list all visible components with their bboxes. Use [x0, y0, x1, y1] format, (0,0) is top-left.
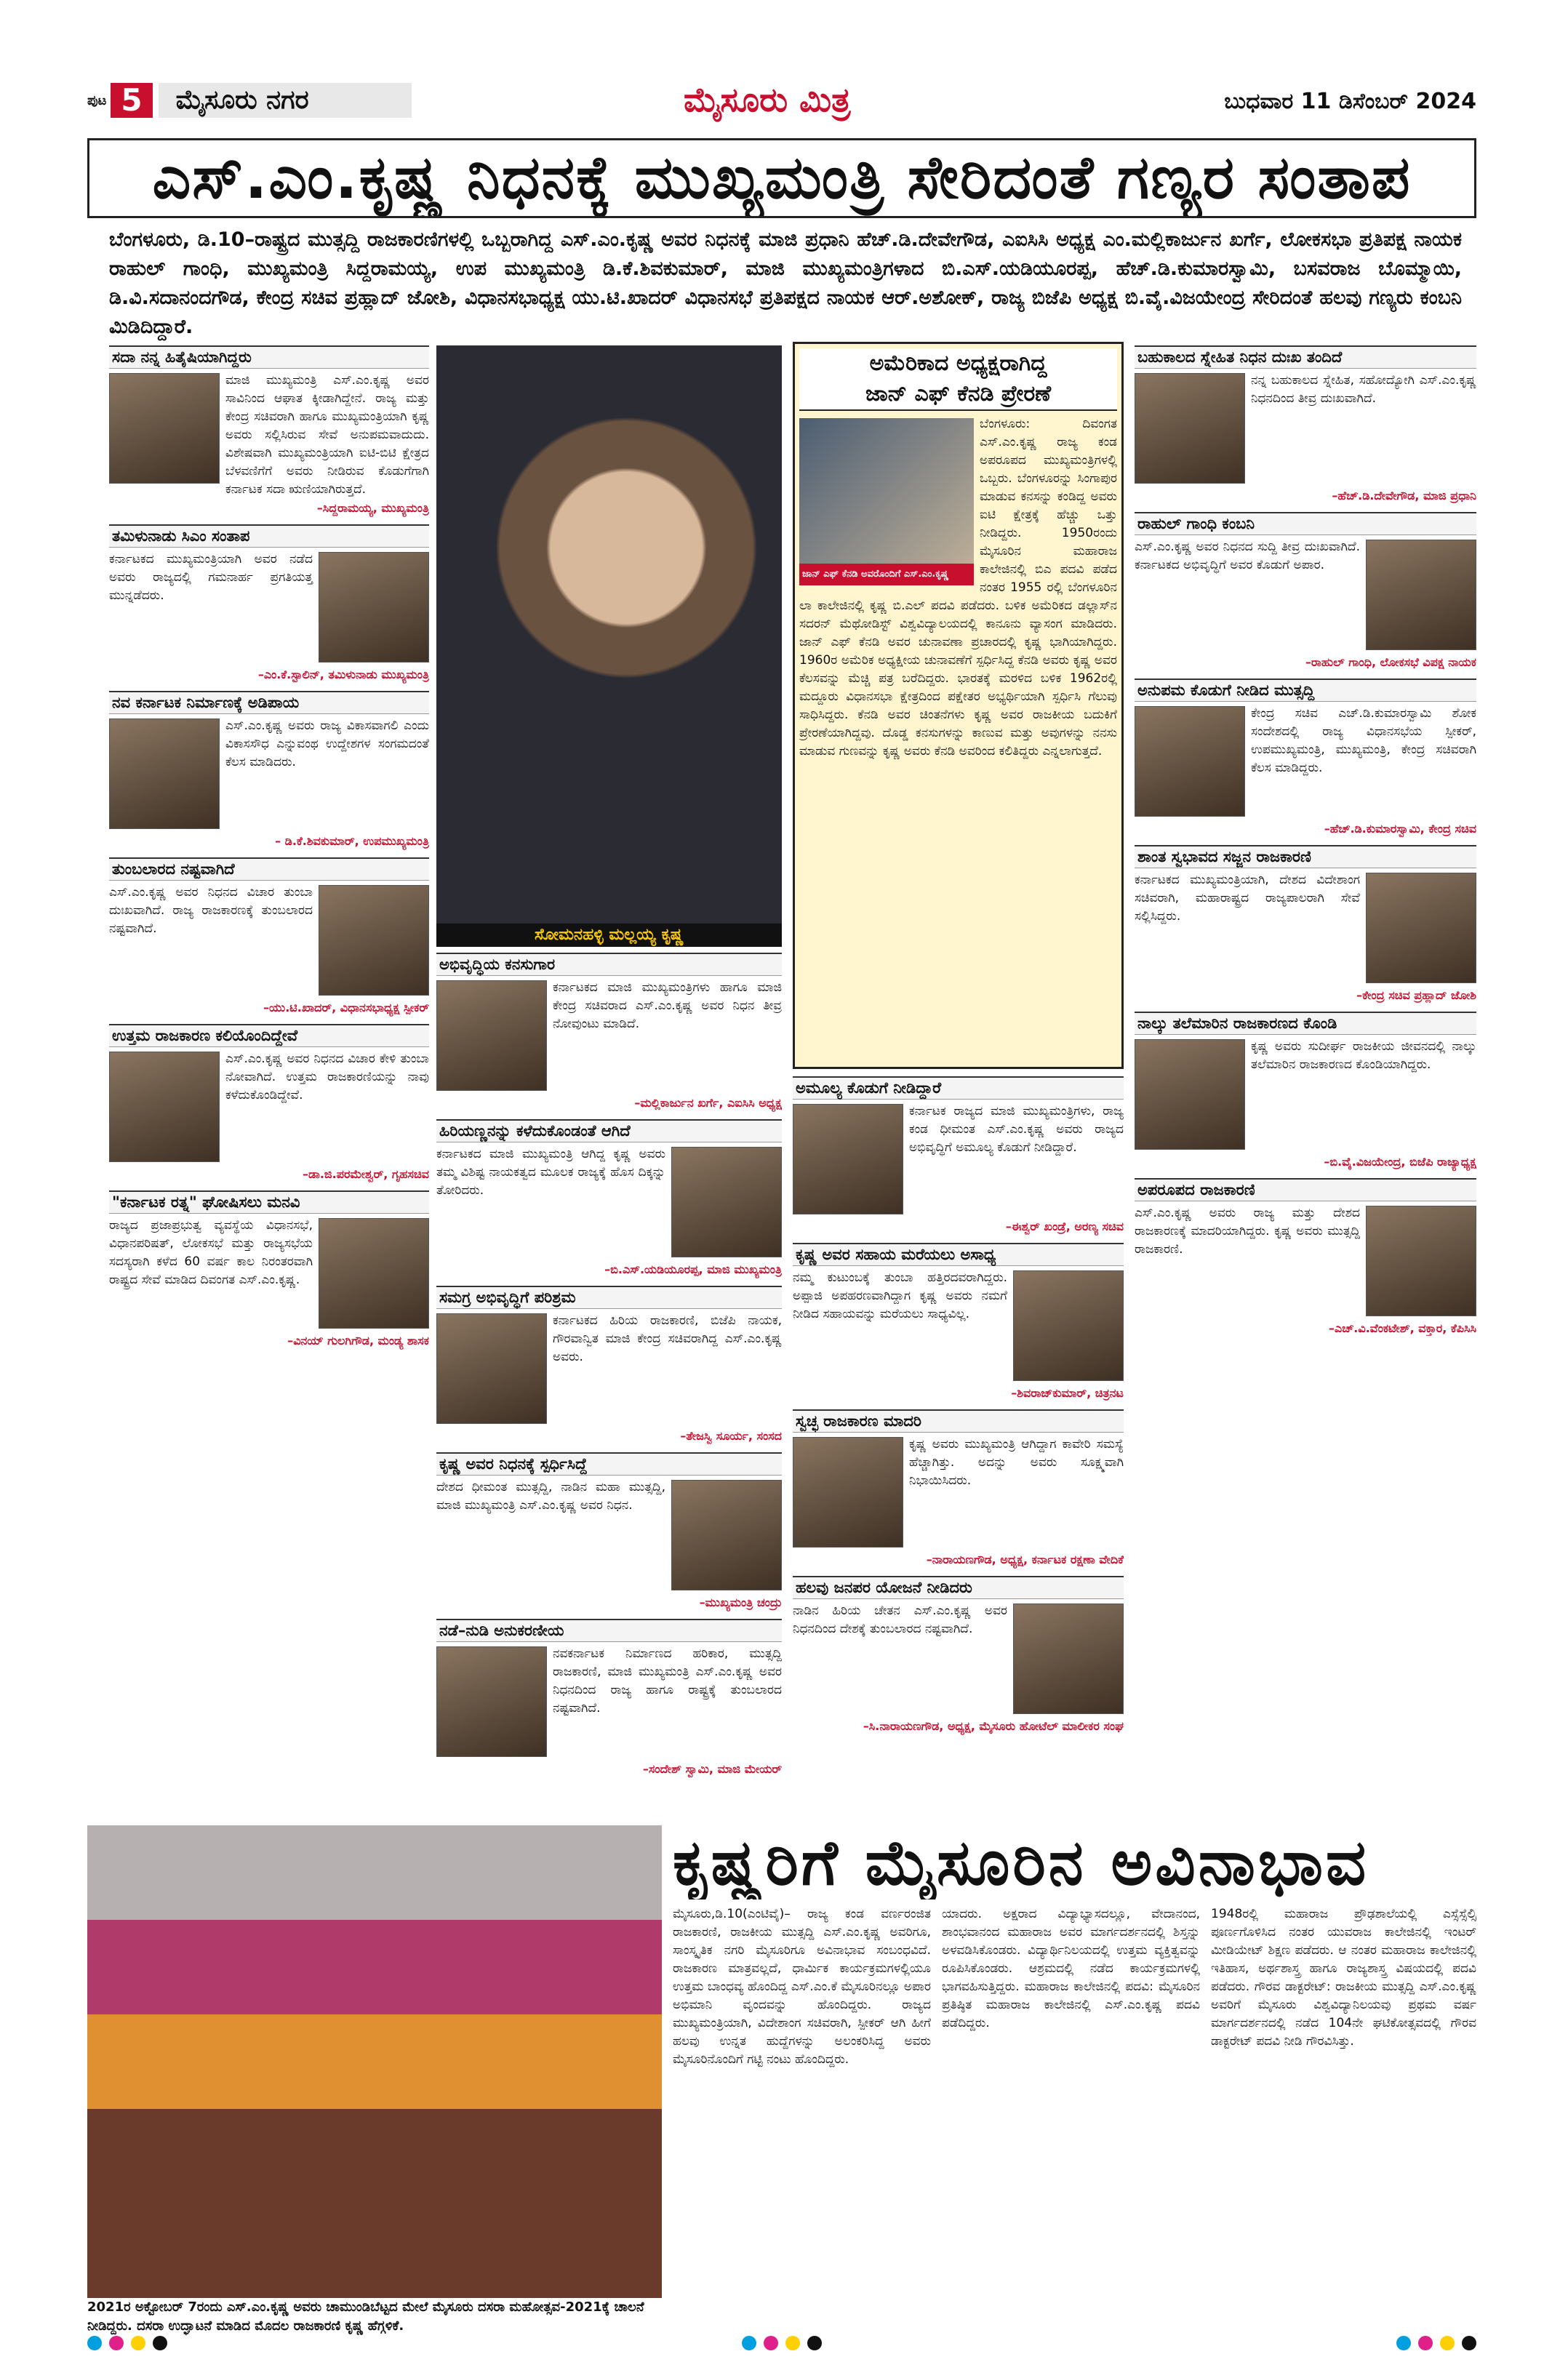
tribute-signature: –ಹೆಚ್.ಡಿ.ಕುಮಾರಸ್ವಾಮಿ, ಕೇಂದ್ರ ಸಚಿವ	[1324, 822, 1476, 836]
tribute-body: ಕರ್ನಾಟಕದ ಮುಖ್ಯಮಂತ್ರಿಯಾಗಿ ಅವರ ನಡೆದ ಅವರು ರಾಜ್ಯದಲ್ಲಿ ಗಮನಾರ್ಹ ಪ್ರಗತಿಯತ್ತ ಮುನ್ನಡೆದರು.	[109, 552, 313, 603]
dasara-photo-caption: 2021ರ ಅಕ್ಟೋಬರ್ 7ರಂದು ಎಸ್.ಎಂ.ಕೃಷ್ಣ ಅವರು ಚಾಮುಂಡಿಬೆಟ್ಟದ ಮೇಲೆ ಮೈಸೂರು ದಸರಾ ಮಹೋತ್ಸವ-2021ಕ್ಕೆ ಚಾಲನೆ ನೀಡಿದ್ದರು. ದಸರಾ ಉದ್ಘಾಟನೆ ಮಾಡಿದ ಮೊದಲ ರಾಜಕಾರಣಿ ಕೃಷ್ಣ ಹೆಗ್ಗಳಿಕೆ.	[87, 2299, 644, 2334]
section-name: ಮೈಸೂರು ನಗರ	[159, 83, 412, 118]
tribute-headline: ನವ ಕರ್ನಾಟಕ ನಿರ್ಮಾಣಕ್ಕೆ ಅಡಿಪಾಯ	[109, 692, 429, 714]
color-registration-right	[1396, 2336, 1484, 2353]
tribute-body: ನವಕರ್ನಾಟಕ ನಿರ್ಮಾಣದ ಹರಿಕಾರ, ಮುತ್ಸದ್ದಿ ರಾಜಕಾರಣಿ, ಮಾಜಿ ಮುಖ್ಯಮಂತ್ರಿ ಎಸ್.ಎಂ.ಕೃಷ್ಣ ಅವರ ನಿಧನದಿಂದ ರಾಜ್ಯ ಹಾಗೂ ರಾಷ್ಟ್ರಕ್ಕೆ ತುಂಬಲಾರದ ನಷ್ಟವಾಗಿದೆ.	[553, 1646, 782, 1716]
tribute-author-photo	[793, 1437, 903, 1548]
tribute-signature: –ಬಿ.ವೈ.ವಿಜಯೇಂದ್ರ, ಬಿಜೆಪಿ ರಾಜ್ಯಾಧ್ಯಕ್ಷ	[1324, 1155, 1476, 1169]
tribute-body: ಕೇಂದ್ರ ಸಚಿವ ಎಚ್.ಡಿ.ಕುಮಾರಸ್ವಾಮಿ ಶೋಕ ಸಂದೇಶದಲ್ಲಿ ರಾಜ್ಯ ವಿಧಾನಸಭೆಯ ಸ್ಪೀಕರ್, ಉಪಮುಖ್ಯಮಂತ್ರಿ, ಮುಖ್ಯಮಂತ್ರಿ, ಕೇಂದ್ರ ಸಚಿವರಾಗಿ ಕೆಲಸ ಮಾಡಿದ್ದರು.	[1251, 706, 1476, 775]
tribute-author-photo	[1013, 1604, 1124, 1714]
tribute-item	[436, 1619, 782, 1778]
tribute-signature: –ಸಿದ್ದರಾಮಯ್ಯ, ಮುಖ್ಯಮಂತ್ರಿ	[316, 501, 429, 515]
tribute-signature: –ವಿನಯ್ ಗುಲಗಿಗೌಡ, ಮಂಡ್ಯ ಶಾಸಕ	[287, 1334, 429, 1348]
tribute-headline: ಬಹುಕಾಲದ ಸ್ನೇಹಿತ ನಿಧನ ದುಃಖ ತಂದಿದೆ	[1135, 347, 1476, 369]
tribute-item	[109, 1024, 429, 1183]
tribute-body: ಎಸ್.ಎಂ.ಕೃಷ್ಣ ಅವರು ರಾಜ್ಯ ಮತ್ತು ದೇಶದ ರಾಜಕಾರಣಕ್ಕೆ ಮಾದರಿಯಾಗಿದ್ದರು. ಕೃಷ್ಣ ಅವರು ಮುತ್ಸದ್ದಿ ರಾಜಕಾರಣಿ.	[1135, 1206, 1360, 1257]
tribute-column-1	[109, 345, 429, 1807]
lead-intro: ಬೆಂಗಳೂರು, ಡಿ.10–ರಾಷ್ಟ್ರದ ಮುತ್ಸದ್ದಿ ರಾಜಕಾರಣಿಗಳಲ್ಲಿ ಒಬ್ಬರಾಗಿದ್ದ ಎಸ್.ಎಂ.ಕೃಷ್ಣ ಅವರ ನಿಧನಕ್ಕೆ ಮಾಜಿ ಪ್ರಧಾನಿ ಹೆಚ್.ಡಿ.ದೇವೇಗೌಡ, ಎಐಸಿಸಿ ಅಧ್ಯಕ್ಷ ಎಂ.ಮಲ್ಲಿಕಾರ್ಜುನ ಖರ್ಗೆ, ಲೋಕಸಭಾ ಪ್ರತಿಪಕ್ಷ ನಾಯಕ ರಾಹುಲ್ ಗಾಂಧಿ, ಮುಖ್ಯಮಂತ್ರಿ ಸಿದ್ದರಾಮಯ್ಯ, ಉಪ ಮುಖ್ಯಮಂತ್ರಿ ಡಿ.ಕೆ.ಶಿವಕುಮಾರ್, ಮಾಜಿ ಮುಖ್ಯಮಂತ್ರಿಗಳಾದ ಬಿ.ಎಸ್.ಯಡಿಯೂರಪ್ಪ, ಹೆಚ್.ಡಿ.ಕುಮಾರಸ್ವಾಮಿ, ಬಸವರಾಜ ಬೊಮ್ಮಾಯಿ, ಡಿ.ವಿ.ಸದಾನಂದಗೌಡ, ಕೇಂದ್ರ ಸಚಿವ ಪ್ರಹ್ಲಾದ್ ಜೋಶಿ, ವಿಧಾನಸಭಾಧ್ಯಕ್ಷ ಯು.ಟಿ.ಖಾದರ್ ವಿಧಾನಸಭೆ ಪ್ರತಿಪಕ್ಷದ ನಾಯಕ ಆರ್.ಅಶೋಕ್, ರಾಜ್ಯ ಬಿಜೆಪಿ ಅಧ್ಯಕ್ಷ ಬಿ.ವೈ.ವಿಜಯೇಂದ್ರ ಸೇರಿದಂತೆ ಹಲವು ಗಣ್ಯರು ಕಂಬನಿ ಮಿಡಿದಿದ್ದಾರೆ.	[109, 228, 1462, 338]
newspaper-logo: ಮೈಸೂರು ಮಿತ್ರ	[684, 80, 851, 119]
tribute-signature: –ಯು.ಟಿ.ಖಾದರ್, ವಿಧಾನಸಭಾಧ್ಯಕ್ಷ ಸ್ಪೀಕರ್	[263, 1001, 429, 1014]
tribute-author-photo	[319, 552, 429, 662]
tribute-item	[793, 1076, 1124, 1236]
tribute-signature: –ನಾರಾಯಣಗೌಡ, ಅಧ್ಯಕ್ಷ, ಕರ್ನಾಟಕ ರಕ್ಷಣಾ ವೇದಿಕೆ	[926, 1553, 1124, 1566]
tribute-item	[109, 524, 429, 684]
jfk-body: ಬೆಂಗಳೂರು: ದಿವಂಗತ ಎಸ್.ಎಂ.ಕೃಷ್ಣ ರಾಜ್ಯ ಕಂಡ ಅಪರೂಪದ ಮುಖ್ಯಮಂತ್ರಿಗಳಲ್ಲಿ ಒಬ್ಬರು. ಬೆಂಗಳೂರನ್ನು ಸಿಂಗಾಪುರ ಮಾಡುವ ಕನಸನ್ನು ಕಂಡಿದ್ದ ಅವರು ಐಟಿ ಕ್ಷೇತ್ರಕ್ಕೆ ಹೆಚ್ಚು ಒತ್ತು ನೀಡಿದ್ದರು. 1950ರಂದು ಮೈಸೂರಿನ ಮಹಾರಾಜ ಕಾಲೇಜಿನಲ್ಲಿ ಬಿಎ ಪದವಿ ಪಡೆದ ನಂತರ 1955 ರಲ್ಲಿ ಬೆಂಗಳೂರಿನ ಲಾ ಕಾಲೇಜಿನಲ್ಲಿ ಕೃಷ್ಣ ಬಿ.ಎಲ್ ಪದವಿ ಪಡೆದರು. ಬಳಿಕ ಅಮೆರಿಕದ ಡಲ್ಲಾಸ್‌ನ ಸದರನ್ ಮೆಥೋಡಿಸ್ಟ್ ವಿಶ್ವವಿದ್ಯಾಲಯದಲ್ಲಿ ಕಾನೂನು ವ್ಯಾಸಂಗ ಮಾಡಿದರು. ಜಾನ್ ಎಫ್ ಕೆನಡಿ ಅವರ ಚುನಾವಣಾ ಪ್ರಚಾರದಲ್ಲಿ ಕೃಷ್ಣ ಭಾಗಿಯಾಗಿದ್ದರು. 1960ರ ಅಮೆರಿಕ ಅಧ್ಯಕ್ಷೀಯ ಚುನಾವಣೆಗೆ ಸ್ಪರ್ಧಿಸಿದ್ದ ಕೆನಡಿ ಅವರು ಕೃಷ್ಣ ಅವರ ಕೆಲಸವನ್ನು ಮೆಚ್ಚಿ ಪತ್ರ ಬರೆದಿದ್ದರು. ಭಾರತಕ್ಕೆ ಮರಳಿದ ಬಳಿಕ 1962ರಲ್ಲಿ ಮದ್ದೂರು ವಿಧಾನಸಭಾ ಕ್ಷೇತ್ರದಿಂದ ಪಕ್ಷೇತರ ಅಭ್ಯರ್ಥಿಯಾಗಿ ಸ್ಪರ್ಧಿಸಿ ಗೆಲುವು ಸಾಧಿಸಿದ್ದರು. ಕೆನಡಿ ಅವರ ಚಿಂತನೆಗಳು ಕೃಷ್ಣ ಅವರ ರಾಜಕೀಯ ಬದುಕಿಗೆ ಪ್ರೇರಣೆಯಾಗಿದ್ದವು. ದೊಡ್ಡ ಕನಸುಗಳನ್ನು ಕಾಣುವ ಮತ್ತು ಅವುಗಳನ್ನು ನನಸು ಮಾಡುವ ಗುಣವನ್ನು ಕೃಷ್ಣ ಅವರು ಕೆನಡಿ ಅವರಿಂದ ಕಲಿತಿದ್ದರು ಎನ್ನಲಾಗುತ್ತದೆ.	[799, 417, 1117, 758]
tribute-body: ಕೃಷ್ಣ ಅವರು ಮುಖ್ಯಮಂತ್ರಿ ಆಗಿದ್ದಾಗ ಕಾವೇರಿ ಸಮಸ್ಯೆ ಹೆಚ್ಚಾಗಿತ್ತು. ಅದನ್ನು ಅವರು ಸೂಕ್ಷ್ಮವಾಗಿ ನಿಭಾಯಿಸಿದರು.	[909, 1437, 1124, 1488]
tribute-body: ಕೃಷ್ಣ ಅವರು ಸುದೀರ್ಘ ರಾಜಕೀಯ ಜೀವನದಲ್ಲಿ ನಾಲ್ಕು ತಲೆಮಾರಿನ ರಾಜಕಾರಣದ ಕೊಂಡಿಯಾಗಿದ್ದರು.	[1251, 1039, 1476, 1072]
mysuru-article-col-c: 1948ರಲ್ಲಿ ಮಹಾರಾಜ ಪ್ರೌಢಶಾಲೆಯಲ್ಲಿ ಎಸ್ಸೆಸ್ಸೆಲ್ಸಿ ಪೂರ್ಣಗೊಳಿಸಿದ ನಂತರ ಯುವರಾಜ ಕಾಲೇಜಿನಲ್ಲಿ ಇಂಟರ್ ಮೀಡಿಯೇಟ್ ಶಿಕ್ಷಣ ಪಡೆದರು. ಆ ನಂತರ ಮಹಾರಾಜ ಕಾಲೇಜಿನಲ್ಲಿ ಇತಿಹಾಸ, ಅರ್ಥಶಾಸ್ತ್ರ ಹಾಗೂ ರಾಜ್ಯಶಾಸ್ತ್ರ ವಿಷಯದಲ್ಲಿ ಪದವಿ ಪಡೆದರು. ಗೌರವ ಡಾಕ್ಟರೇಟ್: ರಾಜಕೀಯ ಮುತ್ಸದ್ದಿ ಎಸ್.ಎಂ.ಕೃಷ್ಣ ಅವರಿಗೆ ಮೈಸೂರು ವಿಶ್ವವಿದ್ಯಾನಿಲಯವು ಪ್ರಥಮ ವರ್ಷ ಮಾರ್ಗದರ್ಶನದಲ್ಲಿ ನಡೆದ 104ನೇ ಘಟಿಕೋತ್ಸವದಲ್ಲಿ ಗೌರವ ಡಾಕ್ಟರೇಟ್ ಪದವಿ ನೀಡಿ ಗೌರವಿಸಿತ್ತು.	[1211, 1907, 1476, 2049]
tribute-item	[109, 345, 429, 517]
tribute-headline: ಅಭಿವೃದ್ಧಿಯ ಕನಸುಗಾರ	[436, 954, 782, 976]
tribute-author-photo	[1013, 1270, 1124, 1381]
tribute-column-3	[793, 1076, 1124, 1807]
tribute-author-photo	[1135, 1039, 1245, 1150]
tribute-headline: ಸದಾ ನನ್ನ ಹಿತೈಷಿಯಾಗಿದ್ದರು	[109, 347, 429, 369]
tribute-item	[1135, 1012, 1476, 1171]
tribute-body: ಎಸ್.ಎಂ.ಕೃಷ್ಣ ಅವರು ರಾಜ್ಯ ವಿಕಾಸವಾಗಲಿ ಎಂದು ವಿಕಾಸಸೌಧ ಎನ್ನುವಂಥ ಉದ್ದೇಶಗಳ ಸಂಗಮದಂತೆ ಕೆಲಸ ಮಾಡಿದರು.	[225, 718, 429, 769]
tribute-item	[109, 691, 429, 850]
tribute-headline: ರಾಹುಲ್ ಗಾಂಧಿ ಕಂಬನಿ	[1135, 513, 1476, 535]
lead-headline: ಎಸ್.ಎಂ.ಕೃಷ್ಣ ನಿಧನಕ್ಕೆ ಮುಖ್ಯಮಂತ್ರಿ ಸೇರಿದಂತೆ ಗಣ್ಯರ ಸಂತಾಪ	[87, 138, 1476, 218]
tribute-signature: –ಸಂದೇಶ್ ಸ್ವಾಮಿ, ಮಾಜಿ ಮೇಯರ್	[642, 1762, 782, 1776]
tribute-item	[1135, 512, 1476, 671]
tribute-signature: –ಡಾ.ಜಿ.ಪರಮೇಶ್ವರ್, ಗೃಹಸಚಿವ	[303, 1167, 429, 1181]
tribute-author-photo	[109, 718, 220, 829]
tribute-headline: ತಮಿಳುನಾಡು ಸಿಎಂ ಸಂತಾಪ	[109, 526, 429, 548]
tribute-item	[1135, 1178, 1476, 1337]
tribute-signature: –ಬಿ.ಎಸ್.ಯಡಿಯೂರಪ್ಪ, ಮಾಜಿ ಮುಖ್ಯಮಂತ್ರಿ	[604, 1262, 782, 1276]
jfk-headline-line-1: ಅಮೆರಿಕಾದ ಅಧ್ಯಕ್ಷರಾಗಿದ್ದ	[869, 351, 1047, 376]
tribute-author-photo	[109, 373, 220, 484]
color-registration-left	[87, 2336, 175, 2353]
bottom-headline: ಕೃಷ್ಣರಿಗೆ ಮೈಸೂರಿನ ಅವಿನಾಭಾವ	[673, 1827, 1369, 1899]
tribute-author-photo	[671, 1480, 782, 1590]
tribute-body: ನಮ್ಮ ಕುಟುಂಬಕ್ಕೆ ತುಂಬಾ ಹತ್ತಿರದವರಾಗಿದ್ದರು. ಅಪ್ಪಾಜಿ ಅಪಹರಣವಾಗಿದ್ದಾಗ ಕೃಷ್ಣ ಅವರು ನಮಗೆ ನೀಡಿದ ಸಹಾಯವನ್ನು ಮರೆಯಲು ಸಾಧ್ಯವಿಲ್ಲ.	[793, 1270, 1007, 1321]
jfk-photo-caption: ಜಾನ್ ಎಫ್ ಕೆನಡಿ ಅವರೊಂದಿಗೆ ಎಸ್.ಎಂ.ಕೃಷ್ಣ	[799, 564, 974, 585]
mysuru-article-col-b: ಯಾದರು. ಅಕ್ಷರಾದ ವಿದ್ಯಾಭ್ಯಾಸದಲ್ಲೂ, ವೇದಾನಂದ, ಶಾಂಭವಾನಂದ ಮಹಾರಾಜ ಅವರ ಮಾರ್ಗದರ್ಶನದಲ್ಲಿ ಶಿಸ್ತನ್ನು ಅಳವಡಿಸಿಕೊಂಡರು. ವಿದ್ಯಾರ್ಥಿನಿಲಯದಲ್ಲಿ ಉತ್ತಮ ವ್ಯಕ್ತಿತ್ವವನ್ನು ರೂಪಿಸಿಕೊಂಡರು. ಆಶ್ರಮದಲ್ಲಿ ನಡೆದ ಕಾರ್ಯಕ್ರಮಗಳಲ್ಲಿ ಭಾಗವಹಿಸುತ್ತಿದ್ದರು. ಮಹಾರಾಜ ಕಾಲೇಜಿನಲ್ಲಿ ಪದವಿ: ಮೈಸೂರಿನ ಪ್ರತಿಷ್ಠಿತ ಮಹಾರಾಜ ಕಾಲೇಜಿನಲ್ಲಿ ಎಸ್.ಎಂ.ಕೃಷ್ಣ ಪದವಿ ಪಡೆದಿದ್ದರು.	[942, 1907, 1200, 2030]
page-tag	[87, 83, 412, 118]
tribute-signature: –ಕೇಂದ್ರ ಸಚಿವ ಪ್ರಹ್ಲಾದ್ ಜೋಶಿ	[1356, 988, 1476, 1002]
tribute-column-2	[436, 953, 782, 1807]
tribute-item	[436, 1452, 782, 1612]
tribute-item	[109, 1190, 429, 1350]
tribute-author-photo	[109, 1052, 220, 1162]
tribute-signature: –ಈಶ್ವರ್ ಖಂಡ್ರೆ, ಅರಣ್ಯ ಸಚಿವ	[1005, 1220, 1124, 1233]
tribute-item	[1135, 345, 1476, 505]
tribute-headline: ಹಲವು ಜನಪರ ಯೋಜನೆ ನೀಡಿದರು	[793, 1577, 1124, 1599]
tribute-body: ಕರ್ನಾಟಕದ ಮಾಜಿ ಮುಖ್ಯಮಂತ್ರಿ ಆಗಿದ್ದ ಕೃಷ್ಣ ಅವರು ತಮ್ಮ ವಿಶಿಷ್ಟ ನಾಯಕತ್ವದ ಮೂಲಕ ರಾಜ್ಯಕ್ಕೆ ಹೊಸ ದಿಕ್ಕನ್ನು ತೋರಿದರು.	[436, 1147, 665, 1198]
tribute-item	[1135, 845, 1476, 1004]
tribute-headline: ಸ್ವಚ್ಛ ರಾಜಕಾರಣ ಮಾದರಿ	[793, 1411, 1124, 1433]
tribute-item	[109, 857, 429, 1017]
page-number: 5	[111, 83, 152, 118]
tribute-headline: ತುಂಬಲಾರದ ನಷ್ಟವಾಗಿದೆ	[109, 859, 429, 881]
tribute-body: ನಾಡಿನ ಹಿರಿಯ ಚೇತನ ಎಸ್.ಎಂ.ಕೃಷ್ಣ ಅವರ ನಿಧನದಿಂದ ದೇಶಕ್ಕೆ ತುಂಬಲಾರದ ನಷ್ಟವಾಗಿದೆ.	[793, 1604, 1007, 1636]
tribute-body: ಮಾಜಿ ಮುಖ್ಯಮಂತ್ರಿ ಎಸ್.ಎಂ.ಕೃಷ್ಣ ಅವರ ಸಾವಿನಿಂದ ಆಘಾತ ಕ್ಕೀಡಾಗಿದ್ದೇನೆ. ರಾಜ್ಯ ಮತ್ತು ಕೇಂದ್ರ ಸಚಿವರಾಗಿ ಹಾಗೂ ಮುಖ್ಯಮಂತ್ರಿಯಾಗಿ ಕೃಷ್ಣ ಅವರು ಸಲ್ಲಿಸಿರುವ ಸೇವೆ ಅನುಪಮವಾದುದು. ವಿಶೇಷವಾಗಿ ಮುಖ್ಯಮಂತ್ರಿಯಾಗಿ ಐಟಿ-ಬಿಟಿ ಕ್ಷೇತ್ರದ ಬೆಳವಣಿಗೆಗೆ ಅವರು ನೀಡಿರುವ ಕೊಡುಗೆಗಾಗಿ ಕರ್ನಾಟಕ ಸದಾ ಋಣಿಯಾಗಿರುತ್ತದೆ.	[225, 373, 429, 497]
tribute-headline: ಹಿರಿಯಣ್ಣನನ್ನು ಕಳೆದುಕೊಂಡಂತೆ ಆಗಿದೆ	[436, 1121, 782, 1142]
jfk-headline	[799, 348, 1117, 411]
tribute-body: ರಾಜ್ಯದ ಪ್ರಜಾಪ್ರಭುತ್ವ ವ್ಯವಸ್ಥೆಯ ವಿಧಾನಸಭೆ, ವಿಧಾನಪರಿಷತ್, ಲೋಕಸಭೆ ಮತ್ತು ರಾಜ್ಯಸಭೆಯ ಸದಸ್ಯರಾಗಿ ಕಳೆದ 60 ವರ್ಷ ಕಾಲ ನಿರಂತರವಾಗಿ ರಾಷ್ಟ್ರದ ಸೇವೆ ಮಾಡಿದ ದಿವಂಗತ ಎಸ್.ಎಂ.ಕೃಷ್ಣ.	[109, 1218, 313, 1287]
tribute-signature: –ಎಚ್.ವಿ.ವೆಂಕಟೇಶ್, ವಕ್ತಾರ, ಕೆಪಿಸಿಸಿ	[1328, 1321, 1476, 1335]
jfk-feature-box	[793, 342, 1124, 1069]
tribute-body: ಎಸ್.ಎಂ.ಕೃಷ್ಣ ಅವರ ನಿಧನದ ವಿಚಾರ ತುಂಬಾ ದುಃಖವಾಗಿದೆ. ರಾಜ್ಯ ರಾಜಕಾರಣಕ್ಕೆ ತುಂಬಲಾರದ ನಷ್ಟವಾಗಿದೆ.	[109, 885, 313, 936]
tribute-headline: ಕೃಷ್ಣ ಅವರ ನಿಧನಕ್ಕೆ ಸ್ಪರ್ಧಿಸಿದ್ದೆ	[436, 1454, 782, 1476]
tribute-headline: ಅಪರೂಪದ ರಾಜಕಾರಣಿ	[1135, 1180, 1476, 1201]
tribute-signature: –ಸಿ.ನಾರಾಯಣಗೌಡ, ಅಧ್ಯಕ್ಷ, ಮೈಸೂರು ಹೋಟೆಲ್ ಮಾಲೀಕರ ಸಂಘ	[863, 1719, 1124, 1733]
issue-date: ಬುಧವಾರ 11 ಡಿಸೆಂಬರ್ 2024	[1224, 89, 1476, 114]
tribute-signature: –ಎಂ.ಕೆ.ಸ್ಟಾಲಿನ್, ತಮಿಳುನಾಡು ಮುಖ್ಯಮಂತ್ರಿ	[257, 668, 429, 681]
mysuru-article-col-a: ಮೈಸೂರು,ಡಿ.10(ಎಂಟಿವೈ)– ರಾಜ್ಯ ಕಂಡ ವರ್ಣರಂಜಿತ ರಾಜಕಾರಣಿ, ರಾಜಕೀಯ ಮುತ್ಸದ್ದಿ ಎಸ್.ಎಂ.ಕೃಷ್ಣ ಅವರಿಗೂ, ಸಾಂಸ್ಕೃತಿಕ ನಗರಿ ಮೈಸೂರಿಗೂ ಅವಿನಾಭಾವ ಸಂಬಂಧವಿದೆ. ರಾಜಕಾರಣ ಮಾತ್ರವಲ್ಲದೆ, ಧಾರ್ಮಿಕ ಕಾರ್ಯಕ್ರಮಗಳಲ್ಲಿಯೂ ಉತ್ತಮ ಬಾಂಧವ್ಯ ಹೊಂದಿದ್ದ ಎಸ್.ಎಂ.ಕೆ ಮೈಸೂರಿನಲ್ಲೂ ಅಪಾರ ಅಭಿಮಾನಿ ವೃಂದವನ್ನು ಹೊಂದಿದ್ದರು. ರಾಜ್ಯದ ಮುಖ್ಯಮಂತ್ರಿಯಾಗಿ, ವಿದೇಶಾಂಗ ಸಚಿವರಾಗಿ, ಸ್ಪೀಕರ್ ಆಗಿ ಹೀಗೆ ಹಲವು ಉನ್ನತ ಹುದ್ದೆಗಳನ್ನು ಅಲಂಕರಿಸಿದ್ದ ಅವರು ಮೈಸೂರಿನೊಂದಿಗೆ ಗಟ್ಟಿ ನಂಟು ಹೊಂದಿದ್ದರು.	[673, 1907, 931, 2067]
tribute-body: ಎಸ್.ಎಂ.ಕೃಷ್ಣ ಅವರ ನಿಧನದ ಸುದ್ದಿ ತೀವ್ರ ದುಃಖವಾಗಿದೆ. ಕರ್ನಾಟಕದ ಅಭಿವೃದ್ಧಿಗೆ ಅವರ ಕೊಡುಗೆ ಅಪಾರ.	[1135, 540, 1360, 572]
tribute-item	[793, 1576, 1124, 1735]
tribute-signature: –ಹೆಚ್.ಡಿ.ದೇವೇಗೌಡ, ಮಾಜಿ ಪ್ರಧಾನಿ	[1332, 489, 1476, 503]
tribute-item	[1135, 678, 1476, 838]
tribute-author-photo	[319, 1218, 429, 1329]
tribute-item	[436, 1119, 782, 1278]
tribute-item	[436, 953, 782, 1112]
tribute-headline: ನಡೆ–ನುಡಿ ಅನುಕರಣೀಯ	[436, 1620, 782, 1642]
jfk-photo	[799, 418, 974, 585]
tribute-headline: ಉತ್ತಮ ರಾಜಕಾರಣ ಕಲಿಯೊಂದಿದ್ದೇವೆ	[109, 1025, 429, 1047]
tribute-author-photo	[1366, 1206, 1476, 1316]
tribute-headline: ಕೃಷ್ಣ ಅವರ ಸಹಾಯ ಮರೆಯಲು ಅಸಾಧ್ಯ	[793, 1244, 1124, 1266]
masthead	[87, 79, 1476, 124]
tribute-signature: –ರಾಹುಲ್ ಗಾಂಧಿ, ಲೋಕಸಭೆ ವಿಪಕ್ಷ ನಾಯಕ	[1305, 655, 1476, 669]
jfk-headline-line-2: ಜಾನ್ ಎಫ್ ಕೆನಡಿ ಪ್ರೇರಣೆ	[865, 381, 1052, 407]
sm-krishna-portrait	[436, 345, 782, 924]
tribute-signature: –ಮುಖ್ಯಮಂತ್ರಿ ಚಂದ್ರು	[699, 1596, 782, 1609]
tribute-item	[793, 1409, 1124, 1569]
tribute-signature: –ಶಿವರಾಜ್‌ಕುಮಾರ್, ಚಿತ್ರನಟ	[1011, 1386, 1124, 1400]
tribute-headline: ಶಾಂತ ಸ್ವಭಾವದ ಸಜ್ಜನ ರಾಜಕಾರಣಿ	[1135, 846, 1476, 868]
tribute-headline: ಅಮೂಲ್ಯ ಕೊಡುಗೆ ನೀಡಿದ್ದಾರೆ	[793, 1078, 1124, 1100]
page-label: ಪುಟ	[87, 92, 107, 108]
jfk-article	[799, 415, 1117, 761]
tribute-body: ನನ್ನ ಬಹುಕಾಲದ ಸ್ನೇಹಿತ, ಸಹೋದ್ಯೋಗಿ ಎಸ್.ಎಂ.ಕೃಷ್ಣ ನಿಧನದಿಂದ ತೀವ್ರ ದುಃಖವಾಗಿದೆ.	[1251, 373, 1476, 406]
tribute-body: ಕರ್ನಾಟಕದ ಹಿರಿಯ ರಾಜಕಾರಣಿ, ಬಿಜೆಪಿ ನಾಯಕ, ಗೌರವಾನ್ವಿತ ಮಾಜಿ ಕೇಂದ್ರ ಸಚಿವರಾಗಿದ್ದ ಎಸ್.ಎಂ.ಕೃಷ್ಣ ಅವರು.	[553, 1313, 782, 1364]
tribute-author-photo	[1135, 373, 1245, 484]
tribute-author-photo	[436, 1313, 547, 1424]
tribute-item	[793, 1243, 1124, 1402]
tribute-author-photo	[671, 1147, 782, 1257]
tribute-body: ಎಸ್.ಎಂ.ಕೃಷ್ಣ ಅವರ ನಿಧನದ ವಿಚಾರ ಕೇಳಿ ತುಂಬಾ ನೋವಾಗಿದೆ. ಉತ್ತಮ ರಾಜಕಾರಣಿಯನ್ನು ನಾವು ಕಳೆದುಕೊಂಡಿದ್ದೇವೆ.	[225, 1052, 429, 1102]
tribute-author-photo	[1366, 540, 1476, 650]
main-photo-caption: ಸೋಮನಹಳ್ಳಿ ಮಲ್ಲಯ್ಯ ಕೃಷ್ಣ	[436, 924, 782, 947]
tribute-body: ಕರ್ನಾಟಕದ ಮಾಜಿ ಮುಖ್ಯಮಂತ್ರಿಗಳು ಹಾಗೂ ಮಾಜಿ ಕೇಂದ್ರ ಸಚಿವರಾದ ಎಸ್.ಎಂ.ಕೃಷ್ಣ ಅವರ ನಿಧನ ತೀವ್ರ ನೋವುಂಟು ಮಾಡಿದೆ.	[553, 980, 782, 1031]
tribute-author-photo	[436, 1646, 547, 1757]
tribute-author-photo	[1135, 706, 1245, 817]
tribute-author-photo	[436, 980, 547, 1091]
tribute-headline: ಸಮಗ್ರ ಅಭಿವೃದ್ಧಿಗೆ ಪರಿಶ್ರಮ	[436, 1287, 782, 1309]
tribute-body: ಕರ್ನಾಟಕದ ಮುಖ್ಯಮಂತ್ರಿಯಾಗಿ, ದೇಶದ ವಿದೇಶಾಂಗ ಸಚಿವರಾಗಿ, ಮಹಾರಾಷ್ಟ್ರದ ರಾಜ್ಯಪಾಲರಾಗಿ ಸೇವೆ ಸಲ್ಲಿಸಿದ್ದರು.	[1135, 873, 1360, 924]
tribute-author-photo	[319, 885, 429, 996]
tribute-signature: – ಡಿ.ಕೆ.ಶಿವಕುಮಾರ್, ಉಪಮುಖ್ಯಮಂತ್ರಿ	[275, 834, 429, 848]
tribute-item	[436, 1286, 782, 1445]
tribute-body: ದೇಶದ ಧೀಮಂತ ಮುತ್ಸದ್ದಿ, ನಾಡಿನ ಮಹಾ ಮುತ್ಸದ್ದಿ, ಮಾಜಿ ಮುಖ್ಯಮಂತ್ರಿ ಎಸ್.ಎಂ.ಕೃಷ್ಣ ಅವರ ನಿಧನ.	[436, 1480, 665, 1513]
tribute-signature: –ಮಲ್ಲಿಕಾರ್ಜುನ ಖರ್ಗೆ, ಎಐಸಿಸಿ ಅಧ್ಯಕ್ಷ	[634, 1096, 782, 1110]
tribute-signature: –ತೇಜಸ್ವಿ ಸೂರ್ಯ, ಸಂಸದ	[680, 1429, 782, 1443]
color-registration-center	[742, 2336, 829, 2353]
tribute-body: ಕರ್ನಾಟಕ ರಾಜ್ಯದ ಮಾಜಿ ಮುಖ್ಯಮಂತ್ರಿಗಳು, ರಾಜ್ಯ ಕಂಡ ಧೀಮಂತ ಎಸ್.ಎಂ.ಕೃಷ್ಣ ಅವರು ರಾಜ್ಯದ ಅಭಿವೃದ್ಧಿಗೆ ಅಮೂಲ್ಯ ಕೊಡುಗೆ ನೀಡಿದ್ದಾರೆ.	[909, 1104, 1124, 1155]
tribute-headline: ನಾಲ್ಕು ತಲೆಮಾರಿನ ರಾಜಕಾರಣದ ಕೊಂಡಿ	[1135, 1013, 1476, 1035]
tribute-headline: ಅನುಪಮ ಕೊಡುಗೆ ನೀಡಿದ ಮುತ್ಸದ್ದಿ	[1135, 680, 1476, 702]
dasara-inauguration-photo	[87, 1825, 662, 2298]
tribute-author-photo	[1366, 873, 1476, 983]
tribute-headline: "ಕರ್ನಾಟಕ ರತ್ನ" ಘೋಷಿಸಲು ಮನವಿ	[109, 1192, 429, 1214]
tribute-column-4	[1135, 345, 1476, 1807]
tribute-author-photo	[793, 1104, 903, 1214]
